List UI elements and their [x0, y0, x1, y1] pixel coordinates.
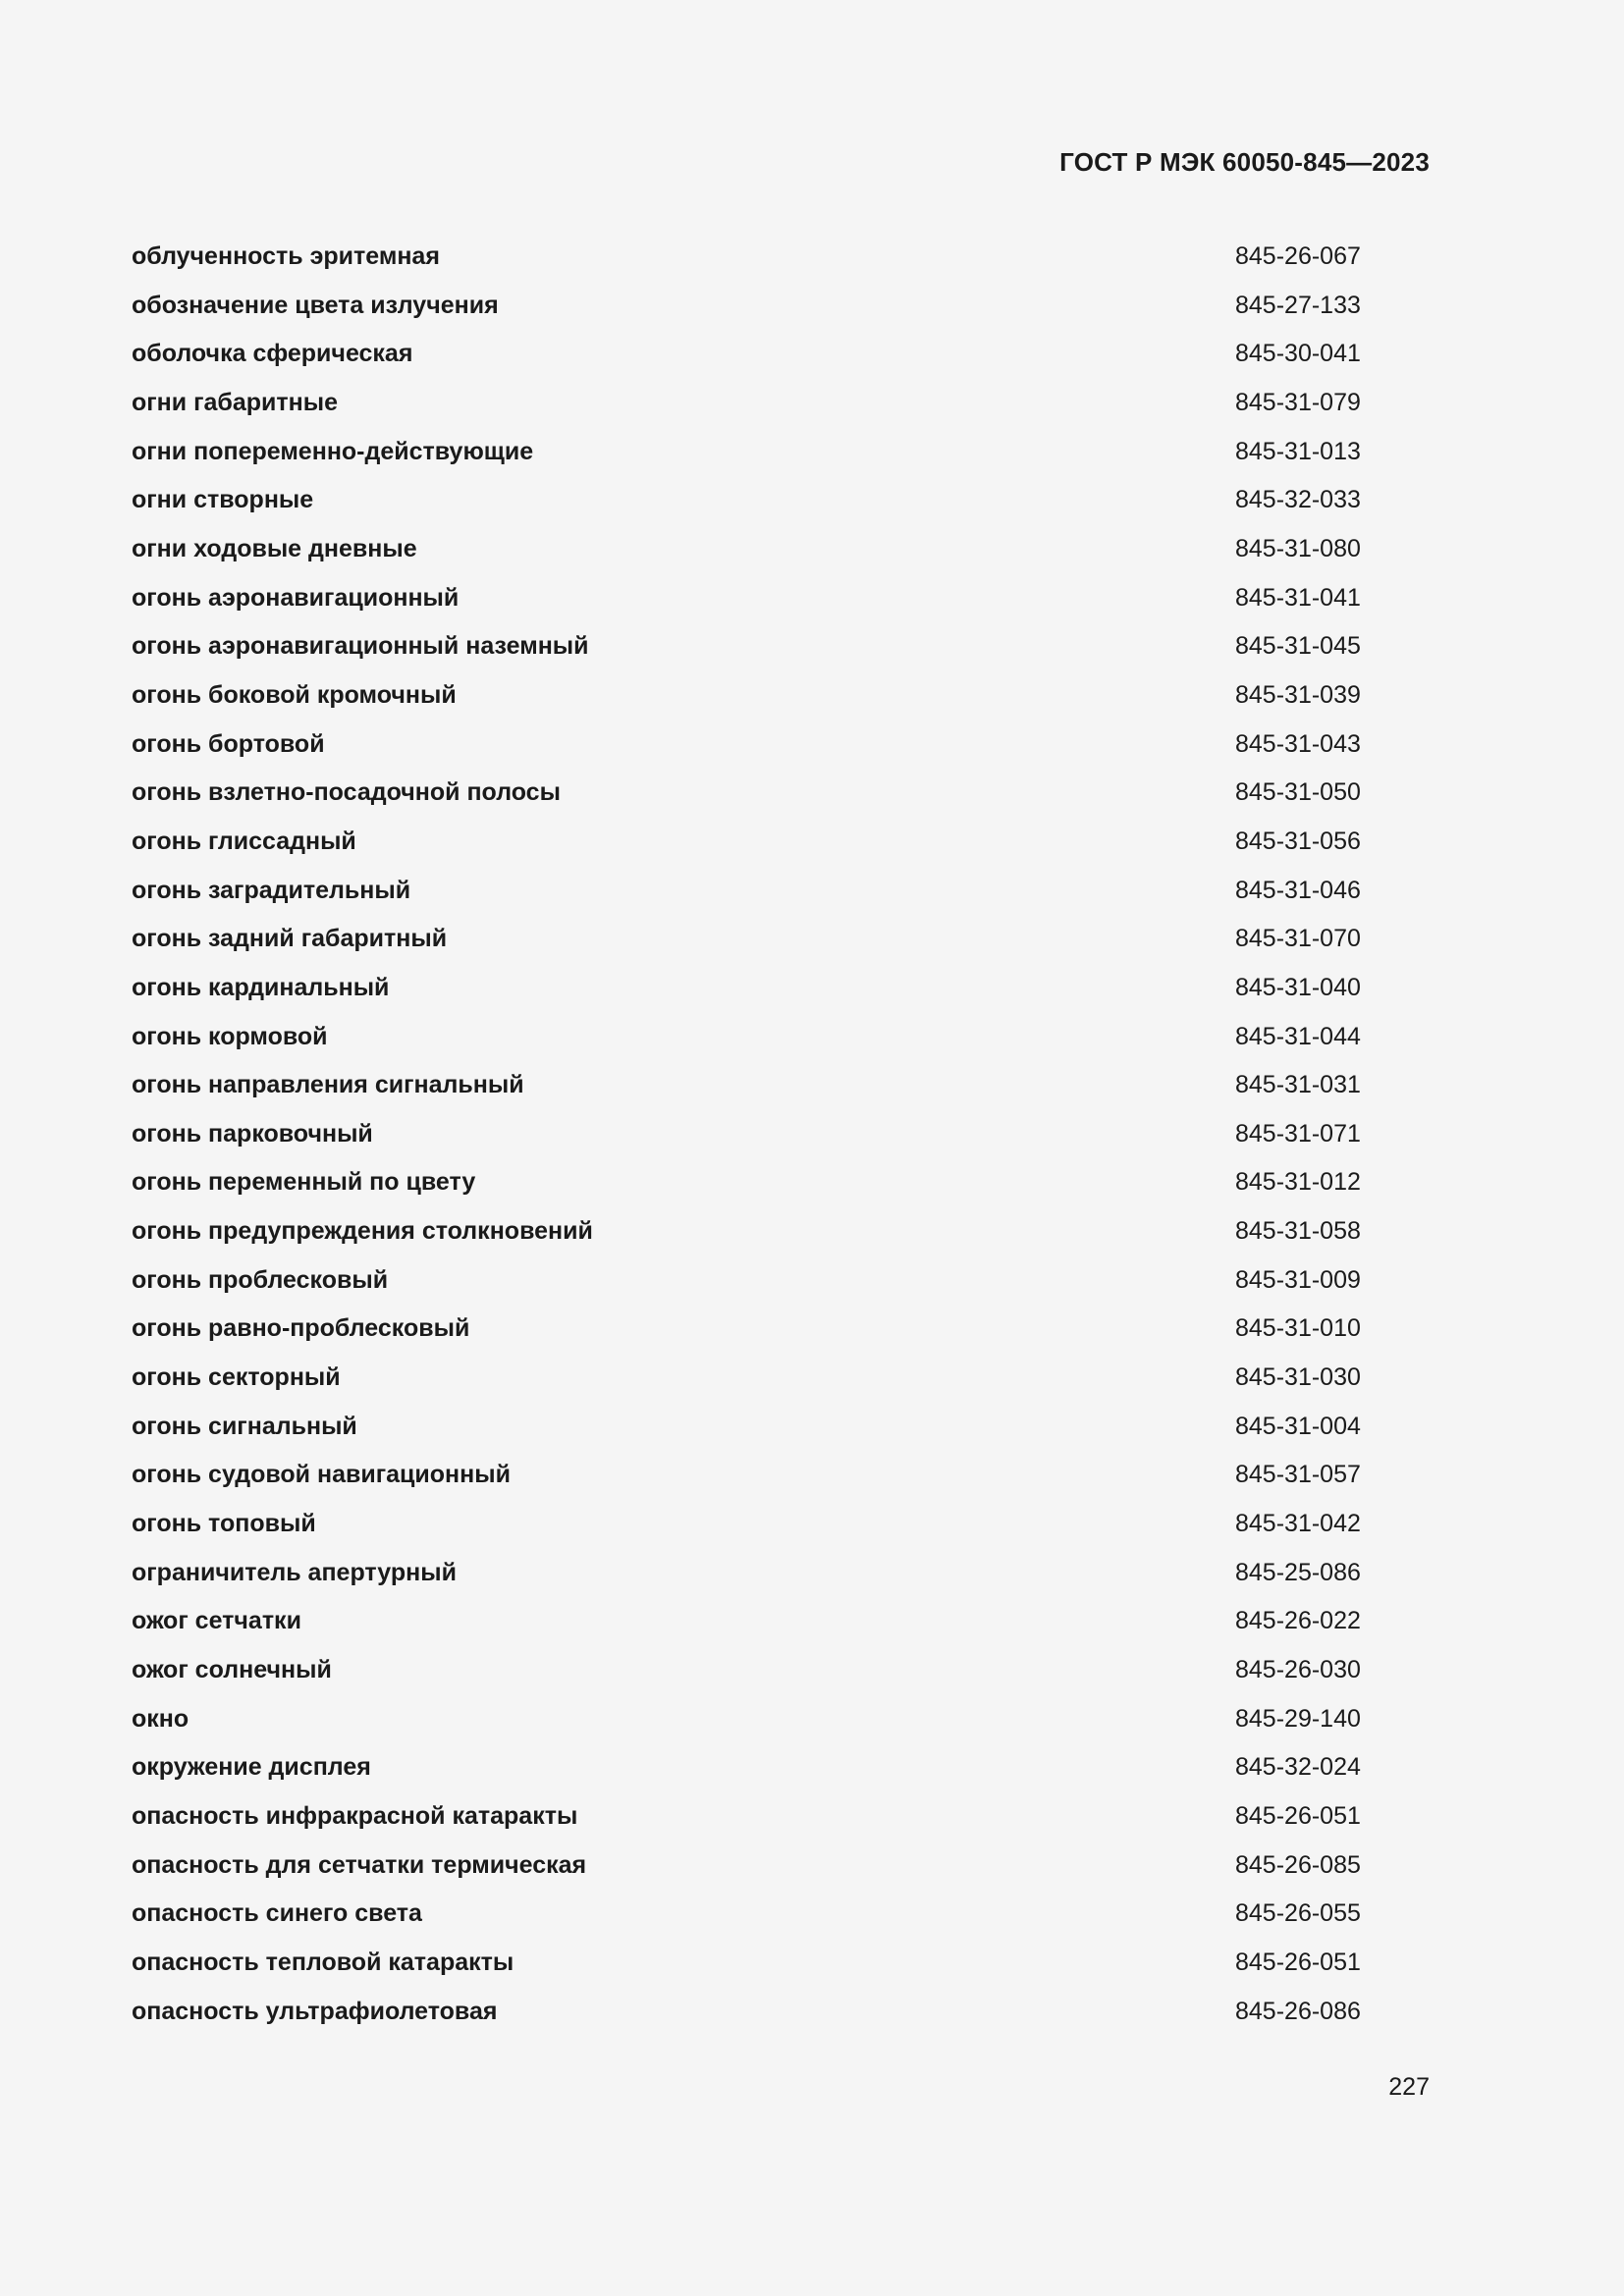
entry-term: ограничитель апертурный — [132, 1558, 457, 1586]
entry-term: огни ходовые дневные — [132, 534, 417, 562]
index-entry — [132, 1504, 1359, 1553]
entry-term: огни габаритные — [132, 388, 338, 416]
entry-term: огонь аэронавигационный — [132, 583, 460, 612]
index-entry — [132, 1211, 1359, 1260]
entry-code: 845-31-041 — [1235, 583, 1361, 612]
entry-term: огонь переменный по цвету — [132, 1168, 476, 1197]
entry-term: оболочка сферическая — [132, 340, 413, 368]
index-entry — [132, 1894, 1359, 1943]
entry-code: 845-32-033 — [1235, 486, 1361, 514]
index-entry — [132, 919, 1359, 968]
entry-term: огонь равно-проблесковый — [132, 1314, 470, 1343]
entry-term: огни попеременно-действующие — [132, 437, 534, 465]
entry-code: 845-32-024 — [1235, 1753, 1361, 1782]
index-entry — [132, 1455, 1359, 1504]
entry-term: обозначение цвета излучения — [132, 291, 499, 319]
index-entry — [132, 237, 1359, 286]
index-entry — [132, 1601, 1359, 1650]
entry-term: огонь аэронавигационный наземный — [132, 632, 589, 661]
entry-term: опасность для сетчатки термическая — [132, 1850, 587, 1879]
entry-code: 845-31-042 — [1235, 1510, 1361, 1538]
entry-term: ожог солнечный — [132, 1656, 332, 1684]
index-entry — [132, 1114, 1359, 1163]
index-entry — [132, 1650, 1359, 1699]
index-entry — [132, 1992, 1359, 2041]
index-entry — [132, 1845, 1359, 1895]
entry-term: огонь парковочный — [132, 1119, 373, 1148]
entry-code: 845-30-041 — [1235, 340, 1361, 368]
index-entry — [132, 968, 1359, 1017]
entry-term: опасность тепловой катаракты — [132, 1948, 514, 1976]
index-entry — [132, 675, 1359, 724]
index-entry — [132, 1553, 1359, 1602]
entry-term: огонь кормовой — [132, 1022, 328, 1050]
entry-code: 845-31-012 — [1235, 1168, 1361, 1197]
index-entry — [132, 626, 1359, 675]
entry-term: огонь проблесковый — [132, 1265, 389, 1294]
entry-term: окружение дисплея — [132, 1753, 371, 1782]
page-number: 227 — [1388, 2073, 1430, 2101]
entry-term: огонь взлетно-посадочной полосы — [132, 778, 561, 807]
entry-code: 845-31-056 — [1235, 827, 1361, 855]
index-entry — [132, 1747, 1359, 1796]
index-entries — [132, 237, 1359, 2040]
entry-code: 845-31-058 — [1235, 1217, 1361, 1246]
entry-code: 845-31-009 — [1235, 1265, 1361, 1294]
entry-term: ожог сетчатки — [132, 1607, 301, 1635]
index-entry — [132, 529, 1359, 578]
index-entry — [132, 773, 1359, 822]
entry-term: опасность синего света — [132, 1899, 422, 1928]
index-entry — [132, 1260, 1359, 1309]
entry-term: огонь секторный — [132, 1363, 341, 1392]
index-entry — [132, 1943, 1359, 1992]
entry-code: 845-26-086 — [1235, 1997, 1361, 2025]
entry-code: 845-29-140 — [1235, 1704, 1361, 1733]
entry-term: облученность эритемная — [132, 242, 440, 270]
entry-term: огни створные — [132, 486, 314, 514]
index-entry — [132, 1796, 1359, 1845]
index-entry — [132, 724, 1359, 774]
entry-code: 845-31-070 — [1235, 925, 1361, 953]
entry-term: огонь судовой навигационный — [132, 1461, 511, 1489]
entry-term: огонь направления сигнальный — [132, 1071, 524, 1099]
index-entry — [132, 1017, 1359, 1066]
entry-code: 845-31-010 — [1235, 1314, 1361, 1343]
index-entry — [132, 480, 1359, 529]
entry-term: огонь кардинальный — [132, 973, 390, 1001]
entry-term: огонь бортовой — [132, 729, 325, 758]
index-entry — [132, 578, 1359, 627]
entry-code: 845-26-055 — [1235, 1899, 1361, 1928]
entry-code: 845-31-079 — [1235, 388, 1361, 416]
document-header: ГОСТ Р МЭК 60050-845—2023 — [1059, 147, 1430, 177]
entry-code: 845-26-051 — [1235, 1802, 1361, 1830]
index-entry — [132, 432, 1359, 481]
entry-code: 845-31-057 — [1235, 1461, 1361, 1489]
entry-code: 845-31-045 — [1235, 632, 1361, 661]
entry-code: 845-31-043 — [1235, 729, 1361, 758]
index-entry — [132, 1699, 1359, 1748]
entry-code: 845-31-040 — [1235, 973, 1361, 1001]
entry-code: 845-31-013 — [1235, 437, 1361, 465]
entry-code: 845-26-030 — [1235, 1656, 1361, 1684]
index-entry — [132, 822, 1359, 871]
entry-term: опасность инфракрасной катаракты — [132, 1802, 578, 1830]
entry-code: 845-26-051 — [1235, 1948, 1361, 1976]
index-entry — [132, 1407, 1359, 1456]
index-entry — [132, 871, 1359, 920]
index-entry — [132, 1358, 1359, 1407]
entry-term: окно — [132, 1704, 189, 1733]
entry-code: 845-31-071 — [1235, 1119, 1361, 1148]
index-entry — [132, 1065, 1359, 1114]
entry-term: опасность ультрафиолетовая — [132, 1997, 498, 2025]
entry-code: 845-31-004 — [1235, 1412, 1361, 1440]
index-entry — [132, 1162, 1359, 1211]
entry-code: 845-31-046 — [1235, 876, 1361, 904]
entry-code: 845-31-050 — [1235, 778, 1361, 807]
index-entry — [132, 334, 1359, 383]
entry-code: 845-27-133 — [1235, 291, 1361, 319]
entry-code: 845-25-086 — [1235, 1558, 1361, 1586]
entry-code: 845-31-039 — [1235, 680, 1361, 709]
entry-code: 845-26-067 — [1235, 242, 1361, 270]
index-entry — [132, 383, 1359, 432]
entry-term: огонь боковой кромочный — [132, 680, 457, 709]
entry-code: 845-31-080 — [1235, 534, 1361, 562]
entry-code: 845-31-044 — [1235, 1022, 1361, 1050]
entry-term: огонь задний габаритный — [132, 925, 448, 953]
entry-code: 845-26-085 — [1235, 1850, 1361, 1879]
entry-term: огонь топовый — [132, 1510, 316, 1538]
entry-term: огонь заградительный — [132, 876, 411, 904]
entry-term: огонь сигнальный — [132, 1412, 357, 1440]
index-entry — [132, 1308, 1359, 1358]
entry-code: 845-31-031 — [1235, 1071, 1361, 1099]
index-entry — [132, 286, 1359, 335]
entry-term: огонь глиссадный — [132, 827, 356, 855]
entry-code: 845-31-030 — [1235, 1363, 1361, 1392]
entry-term: огонь предупреждения столкновений — [132, 1217, 593, 1246]
entry-code: 845-26-022 — [1235, 1607, 1361, 1635]
